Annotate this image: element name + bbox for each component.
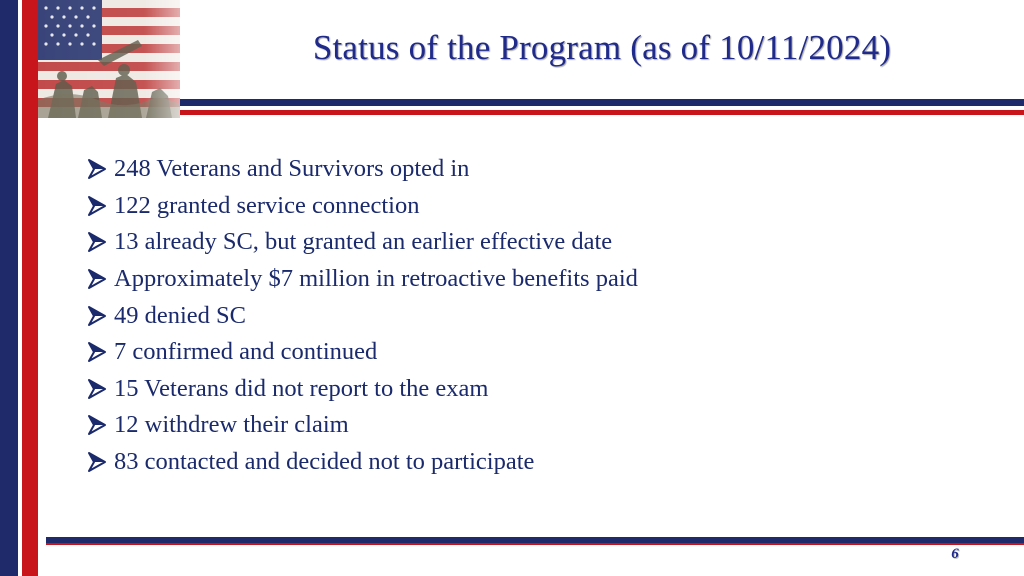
bullet-text: Approximately $7 million in retroactive benefits paid bbox=[114, 265, 638, 293]
left-red-stripe bbox=[22, 0, 38, 576]
bullet-item bbox=[85, 407, 638, 444]
bullet-text: 83 contacted and decided not to participate bbox=[114, 448, 535, 476]
bullet-item bbox=[85, 261, 638, 298]
arrow-bullet-icon bbox=[85, 340, 109, 364]
bullet-text: 12 withdrew their claim bbox=[114, 411, 349, 439]
bullet-text: 122 granted service connection bbox=[114, 191, 420, 219]
bullet-item bbox=[85, 151, 638, 188]
arrow-bullet-icon bbox=[85, 267, 109, 291]
arrow-bullet-icon bbox=[85, 377, 109, 401]
footer-red-rule bbox=[46, 543, 1024, 545]
bullet-item bbox=[85, 188, 638, 225]
page-number: 6 bbox=[951, 546, 959, 562]
arrow-bullet-icon bbox=[85, 194, 109, 218]
bullet-list bbox=[85, 151, 638, 480]
flag-emblem-icon bbox=[38, 0, 180, 118]
bullet-text: 248 Veterans and Survivors opted in bbox=[114, 155, 470, 183]
arrow-bullet-icon bbox=[85, 230, 109, 254]
bullet-text: 15 Veterans did not report to the exam bbox=[114, 374, 489, 402]
arrow-bullet-icon bbox=[85, 157, 109, 181]
bullet-item bbox=[85, 224, 638, 261]
arrow-bullet-icon bbox=[85, 413, 109, 437]
left-navy-stripe bbox=[0, 0, 18, 576]
bullet-text: 7 confirmed and continued bbox=[114, 338, 378, 366]
bullet-text: 49 denied SC bbox=[114, 301, 247, 329]
bullet-text: 13 already SC, but granted an earlier effective date bbox=[114, 228, 613, 256]
bullet-item bbox=[85, 444, 638, 481]
bullet-item bbox=[85, 334, 638, 371]
arrow-bullet-icon bbox=[85, 304, 109, 328]
bullet-item bbox=[85, 297, 638, 334]
arrow-bullet-icon bbox=[85, 450, 109, 474]
header-navy-rule bbox=[180, 99, 1024, 106]
bullet-item bbox=[85, 371, 638, 408]
header-red-rule bbox=[180, 110, 1024, 115]
slide-title: Status of the Program (as of 10/11/2024) bbox=[312, 28, 892, 67]
